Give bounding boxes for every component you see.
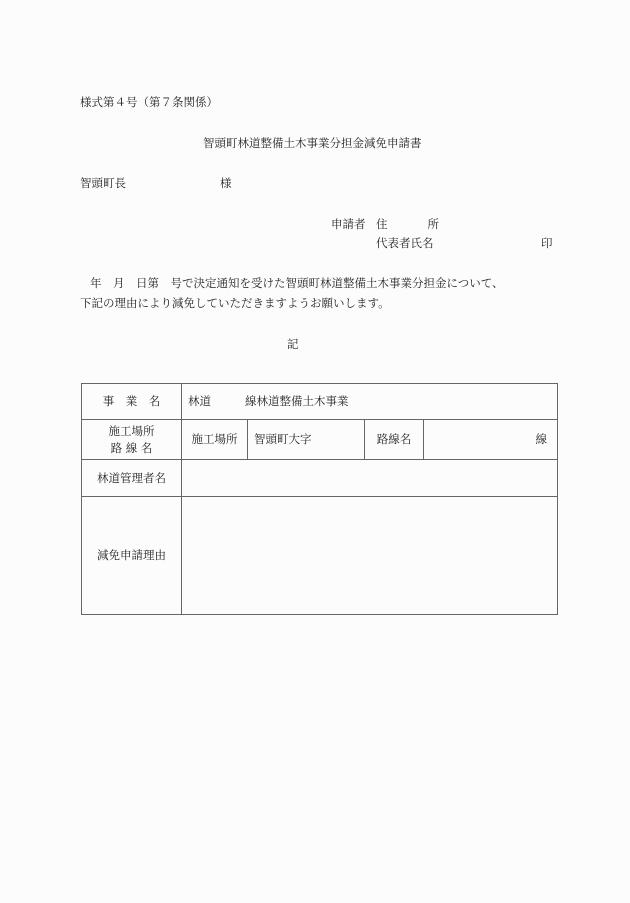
body-text-line-1: 年 月 日第 号で決定通知を受けた智頭町林道整備土木事業分担金について、 — [90, 276, 504, 290]
document-title: 智頭町林道整備土木事業分担金減免申請書 — [203, 136, 422, 150]
table-row-reason — [82, 497, 558, 615]
application-table — [81, 383, 558, 615]
table-row-project-name — [82, 384, 558, 420]
seal-mark: 印 — [541, 236, 553, 250]
site-label: 施工場所 — [182, 420, 248, 460]
addressee: 智頭町長 — [80, 176, 126, 190]
address-label — [376, 219, 439, 231]
manager-field[interactable] — [182, 460, 558, 497]
project-name-field[interactable] — [182, 384, 558, 420]
project-name-prefix: 林道 — [188, 394, 211, 409]
table-row-manager — [82, 460, 558, 497]
form-number: 様式第４号（第７条関係） — [80, 95, 218, 109]
route-label: 路線名 — [365, 420, 424, 460]
site-route-label: 施工場所 路 線 名 — [82, 420, 182, 460]
manager-label: 林道管理者名 — [82, 460, 182, 497]
project-name-label: 事 業 名 — [82, 384, 182, 420]
representative-name-label: 代表者氏名 — [376, 236, 434, 250]
address-label-part1: 住 — [376, 217, 388, 231]
reason-field[interactable] — [182, 497, 558, 615]
project-name-suffix: 線林道整備土木事業 — [245, 394, 349, 409]
body-text-line-2: 下記の理由により減免していただきますようお願いします。 — [80, 296, 390, 310]
ki-heading: 記 — [287, 337, 299, 351]
route-field[interactable]: 線 — [424, 420, 558, 460]
site-field[interactable]: 智頭町大字 — [248, 420, 365, 460]
address-label-part2: 所 — [427, 217, 439, 231]
table-row-site-route — [82, 420, 558, 460]
reason-label: 減免申請理由 — [82, 497, 182, 615]
addressee-honorific: 様 — [220, 176, 232, 190]
applicant-label: 申請者 — [331, 217, 366, 231]
